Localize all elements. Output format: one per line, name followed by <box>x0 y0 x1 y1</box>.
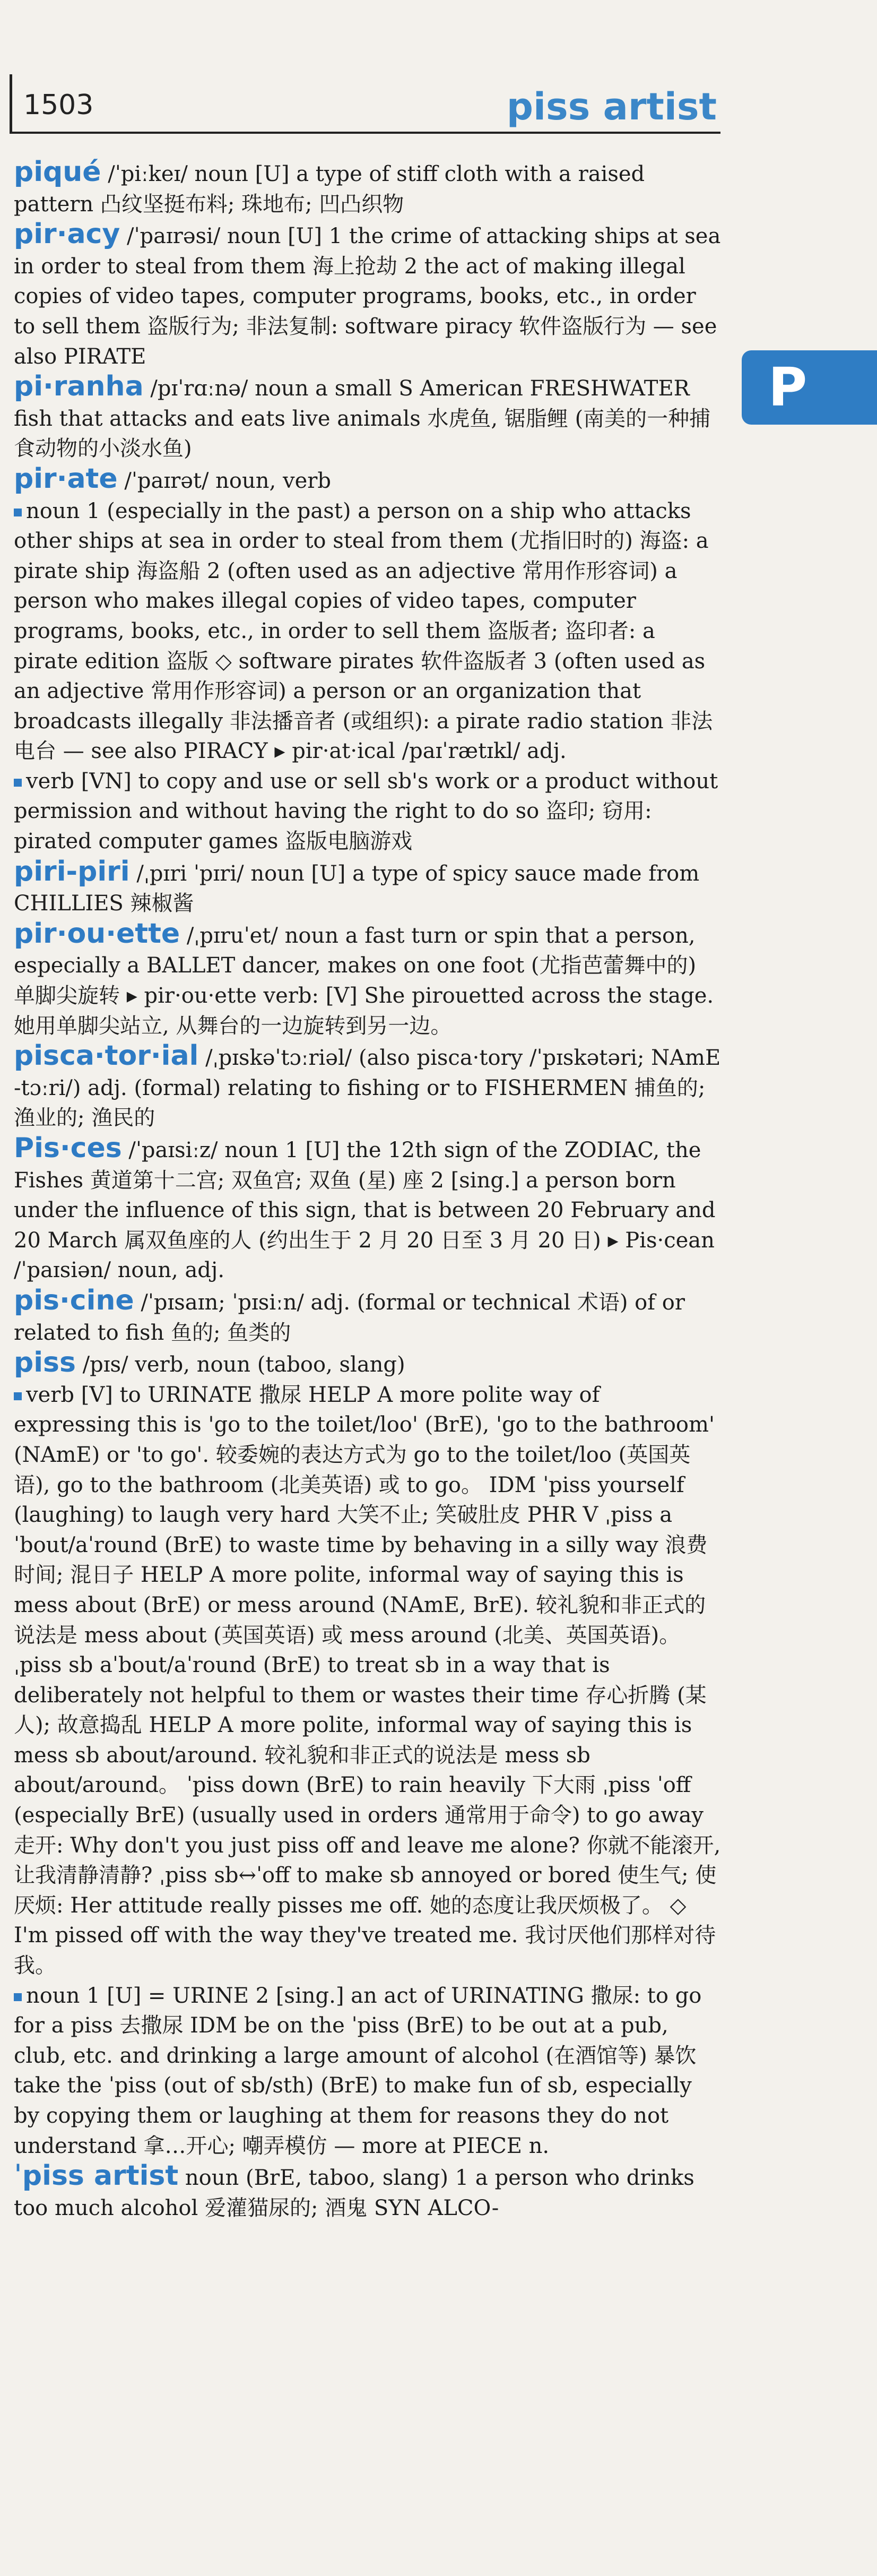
definition: /ˌpɪri ˈpɪri/ noun [U] a type of spicy sauce made from CHILLIES 辣椒酱 <box>14 861 700 916</box>
pronunciation: /ˈpaɪrət/ noun, verb <box>124 468 331 493</box>
sense-piss-verb <box>14 1380 723 1981</box>
sense-piss-noun <box>14 1981 723 2161</box>
headword: piss <box>14 1347 76 1379</box>
entry-pique <box>14 157 723 219</box>
entry-piscatorial <box>14 1041 723 1133</box>
definition: /ˈpaɪsiːz/ noun 1 [U] the 12th sign of the ZODIAC, the Fishes 黄道第十二宫; 双鱼宫; 双鱼 (星) 座 2 [sing.] a person born under the influence of this sign, that is between 20 February and 20 March 属双鱼座的人 (约出生于 2 月 20 日至 3 月 20 日) ▸ Pis·cean /ˈpaɪsiən/ noun, adj. <box>14 1138 716 1283</box>
entry-piscine <box>14 1286 723 1348</box>
header-rule <box>10 132 720 134</box>
headword: pi·ranha <box>14 371 144 403</box>
entry-pisces <box>14 1133 723 1286</box>
square-bullet-icon <box>14 1993 22 2001</box>
definition: /ˈpɪsaɪn; ˈpɪsiːn/ adj. (formal or technical 术语) of or related to fish 鱼的; 鱼类的 <box>14 1290 685 1345</box>
entry-piss <box>14 1348 723 1380</box>
headword: Pis·ces <box>14 1132 122 1164</box>
definition: /ˌpɪruˈet/ noun a fast turn or spin that a person, especially a BALLET dancer, makes on one foot (尤指芭蕾舞中的) 单脚尖旋转 ▸ pir·ou·ette verb: [V] She pirouetted across the stage. 她用单脚尖站立, 从舞台的一边旋转到另一边。 <box>14 923 714 1038</box>
sense-pirate-verb <box>14 766 723 857</box>
headword: piqué <box>14 156 101 188</box>
definition: noun 1 [U] = URINE 2 [sing.] an act of URINATING 撒尿: to go for a piss 去撒尿 IDM be on the ˈpiss (BrE) to be out at a pub, club, etc. and drinking a large amount of alcohol (在酒馆等) 暴饮 take the ˈpiss (out of sb/sth) (BrE) to make fun of sb, especially by copying them or laughing at them for reasons they do not understand 拿…开心; 嘲弄模仿 — more at PIECE n. <box>14 1983 702 2158</box>
entry-piri-piri <box>14 857 723 919</box>
headword: pir·ate <box>14 462 118 495</box>
entry-piranha <box>14 372 723 464</box>
entry-piracy <box>14 219 723 372</box>
headword: ˈpiss artist <box>14 2160 179 2192</box>
entry-pirate <box>14 464 723 496</box>
guide-word: piss artist <box>506 85 717 128</box>
definition: /ˌpɪskəˈtɔːriəl/ (also pisca·tory /ˈpɪskətəri; NAmE -tɔːri/) adj. (formal) relating to fishing or to FISHERMEN 捕鱼的; 渔业的; 渔民的 <box>14 1046 721 1131</box>
definition: /pɪˈrɑːnə/ noun a small S American FRESHWATER fish that attacks and eats live animals 水虎鱼, 锯脂鲤 (南美的一种捕食动物的小淡水鱼) <box>14 376 711 461</box>
headword: pis·cine <box>14 1284 134 1316</box>
square-bullet-icon <box>14 1392 22 1400</box>
square-bullet-icon <box>14 779 22 787</box>
definition: verb [V] to URINATE 撒尿 HELP A more polite way of expressing this is 'go to the toilet/loo' (BrE), 'go to the bathroom' (NAmE) or 'to go'. 较委婉的表达方式为 go to the toilet/loo (英国英语), go to the bathroom (北美英语) 或 to go。 IDM ˈpiss yourself (laughing) to laugh very hard 大笑不止; 笑破肚皮 PHR V ˌpiss aˈbout/aˈround (BrE) to waste time by behaving in a silly way 浪费时间; 混日子 HELP A more polite, informal way of saying this is mess about (BrE) or mess around (NAmE, BrE). 较礼貌和非正式的说法是 mess about (英国英语) 或 mess around (北美、英国英语)。 ˌpiss sb aˈbout/aˈround (BrE) to treat sb in a way that is deliberately not helpful to them or wastes their time 存心折腾 (某人); 故意捣乱 HELP A more polite, informal way of saying this is mess sb about/around. 较礼貌和非正式的说法是 mess sb about/around。 ˈpiss down (BrE) to rain heavily 下大雨 ˌpiss ˈoff (especially BrE) (usually used in orders 通常用于命令) to go away 走开: Why don't you just piss off and leave me alone? 你就不能滚开, 让我清静清静? ˌpiss sb↔ˈoff to make sb annoyed or bored 使生气; 使厌烦: Her attitude really pisses me off. 她的态度让我厌烦极了。 ◇ I'm pissed off with the way they've treated me. 我讨厌他们那样对待我。 <box>14 1382 721 1978</box>
dictionary-entries <box>14 157 723 2223</box>
headword: pisca·tor·ial <box>14 1040 199 1072</box>
entry-piss-artist <box>14 2161 723 2223</box>
headword: pir·ou·ette <box>14 917 180 950</box>
definition: /ˈpaɪrəsi/ noun [U] 1 the crime of attacking ships at sea in order to steal from them 海上抢劫 2 the act of making illegal copies of video tapes, computer programs, books, etc., in order to sell them 盗版行为; 非法复制: software piracy 软件盗版行为 — see also PIRATE <box>14 224 721 369</box>
page-number: 1503 <box>23 89 94 121</box>
definition: verb [VN] to copy and use or sell sb's work or a product without permission and without having the right to do so 盗印; 窃用: pirated computer games 盗版电脑游戏 <box>14 769 718 854</box>
square-bullet-icon <box>14 509 22 516</box>
pronunciation: /pɪs/ verb, noun (taboo, slang) <box>82 1352 405 1377</box>
definition: noun 1 (especially in the past) a person on a ship who attacks other ships at sea in order to steal from them (尤指旧时的) 海盗: a pirate ship 海盗船 2 (often used as an adjective 常用作形容词) a person who makes illegal copies of video tapes, computer programs, books, etc., in order to sell them 盗版者; 盗印者: a pirate edition 盗版 ◇ software pirates 软件盗版者 3 (often used as an adjective 常用作形容词) a person or an organization that broadcasts illegally 非法播音者 (或组织): a pirate radio station 非法电台 — see also PIRACY ▸ pir·at·ical /paɪˈrætɪkl/ adj. <box>14 498 713 764</box>
page-margin-rule <box>10 74 12 133</box>
headword: piri-piri <box>14 855 130 888</box>
entry-pirouette <box>14 919 723 1041</box>
definition: /ˈpiːkeɪ/ noun [U] a type of stiff cloth with a raised pattern 凸纹坚挺布料; 珠地布; 凹凸织物 <box>14 162 645 217</box>
headword: pir·acy <box>14 218 120 251</box>
definition: noun (BrE, taboo, slang) 1 a person who drinks too much alcohol 爱灌猫尿的; 酒鬼 SYN ALCO- <box>14 2166 694 2220</box>
sense-pirate-noun <box>14 496 723 766</box>
thumb-index-tab[interactable]: P <box>742 350 877 425</box>
